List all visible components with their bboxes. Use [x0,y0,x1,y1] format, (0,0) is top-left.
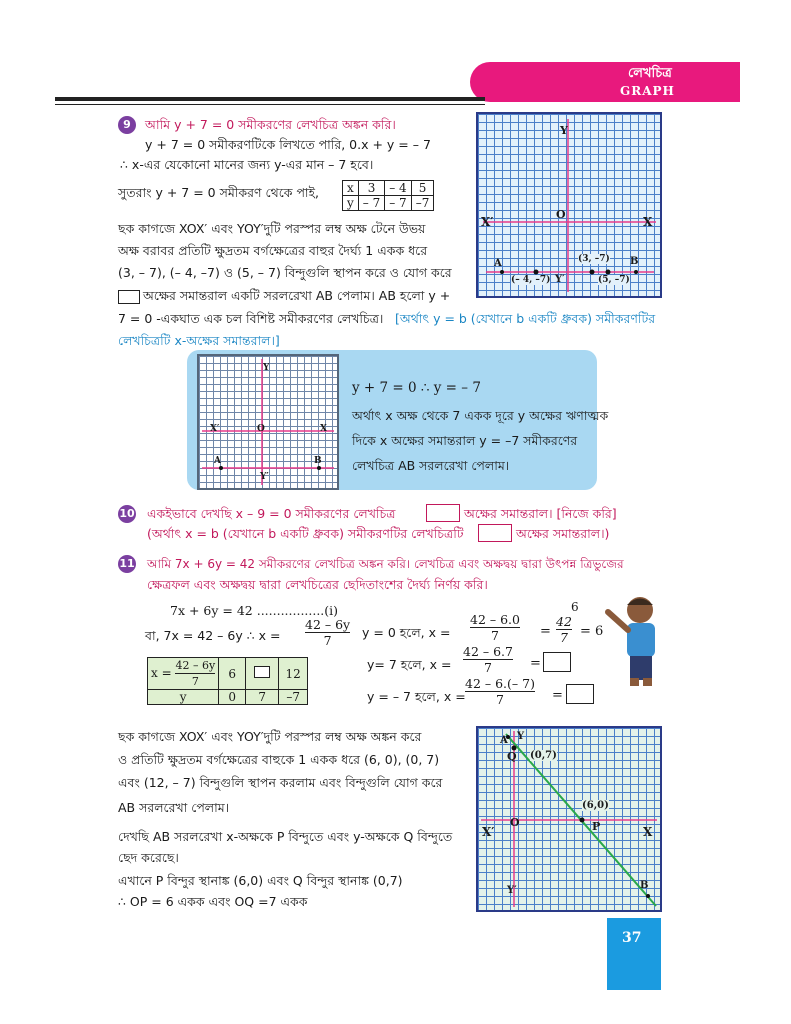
q11-eq-4: y= 7 হলে, x = [367,657,452,672]
table-cell: x [343,181,359,196]
table-cell [246,658,279,690]
q11-graph-label-q: Q [507,750,517,763]
numerator: 42 – 6y [305,617,351,632]
q11-line-1: আমি 7x + 6y = 42 সমীকরণের লেখচিত্র অঙ্কন করি। লেখচিত্র এবং অক্ষদ্বয় দ্বারা উৎপন্ন ত্রিভুজের [147,557,624,571]
q10-blank-box-2[interactable] [478,524,512,542]
table-row [343,196,434,211]
table-cell: –7 [411,196,434,211]
denominator: 7 [484,660,492,675]
q9-para-4: অক্ষের সমান্তরাল একটি সরলরেখা AB পেলাম। AB হলো y + [143,288,451,303]
table-row [343,181,434,196]
q11-graph-label-p60: (6,0) [582,800,609,811]
q9-para-6: লেখচিত্রটি x-অক্ষের সমান্তরাল।] [118,333,280,348]
q9-value-table [342,180,434,211]
point-b [646,894,650,898]
blank-cell-box[interactable] [254,666,270,678]
q11-graph-label-origin: O [510,816,520,829]
fraction-x-of-y [305,617,350,648]
q9-graph-label-origin: O [556,208,566,221]
q9-graph-label-a: A [494,258,502,269]
callout-line-1: y + 7 = 0 ∴ y = – 7 [352,380,481,396]
table-cell: 7 [246,690,279,705]
q11-graph-label-q07: (0,7) [530,750,557,761]
equals-sign: = [552,688,563,703]
callout-label-xprime: X′ [210,424,220,434]
q11-graph-label-y: Y [517,731,525,742]
q11-eq-1: 7x + 6y = 42 .................(i) [170,603,339,618]
q11-para-5: দেখছি AB সরলরেখা x-অক্ষকে P বিন্দুতে এবং y-অক্ষকে Q বিন্দুতে [118,829,453,844]
denominator: 7 [191,675,199,688]
table-row [148,658,308,690]
equals-sign: = [540,624,551,639]
table-cell [148,658,219,690]
numerator: 42 – 6.(– 7) [465,676,535,691]
fraction-y7 [463,644,513,675]
q11-graph-label-a: A [500,735,508,746]
fraction-yminus7 [465,676,535,707]
boy-illustration [600,590,672,690]
chapter-title-bengali: লেখচিত্র [628,66,672,81]
q9-para-2: অক্ষ বরাবর প্রতিটি ক্ষুদ্রতম বর্গক্ষেত্রের বাহুর দৈর্ঘ্য 1 একক ধরে [118,243,428,258]
q11-para-8: ∴ OP = 6 একক এবং OQ =7 একক [118,894,308,909]
q9-graph-label-p3: (5, –7) [598,275,630,285]
q9-line-2: y + 7 = 0 সমীকরণটিকে লিখতে পারি, 0.x + y = – 7 [145,137,431,152]
q11-para-1: ছক কাগজে XOX′ এবং YOY′দুটি পরস্পর লম্ব অক্ষ অঙ্কন করে [118,729,422,744]
answer-box-y7[interactable] [543,652,571,672]
numerator: 42 [556,614,572,629]
point-3-minus7 [590,270,595,275]
q10-blank-box-1[interactable] [426,504,460,522]
q9-line-4: সুতরাং y + 7 = 0 সমীকরণ থেকে পাই, [118,185,320,200]
callout-label-a: A [214,456,221,466]
table-cell: 6 [219,658,246,690]
q9-graph-label-xprime: X′ [481,215,494,229]
callout-label-y: Y [263,363,270,373]
denominator: 7 [559,630,568,645]
callout-label-x: X [320,424,327,434]
q11-para-6: ছেদ করেছে। [118,850,179,865]
callout-graph-svg [199,356,337,488]
point-a [500,270,504,274]
q11-eq-5: y = – 7 হলে, x = [367,689,466,704]
denominator: 7 [496,692,504,707]
q9-graph-label-b: B [630,256,639,267]
q11-graph-label-p: P [592,820,601,833]
point-minus4-minus7 [534,270,539,275]
q11-para-3: এবং (12, – 7) বিন্দুগুলি স্থাপন করলাম এবং বিন্দুগুলি যোগ করে [118,775,443,790]
q11-graph-label-x: X [643,825,653,839]
q9-line-1: আমি y + 7 = 0 সমীকরণের লেখচিত্র অঙ্কন করি। [145,117,396,132]
q11-para-7: এখানে P বিন্দুর স্থানাঙ্ক (6,0) এবং Q বিন্দুর স্থানাঙ্ক (0,7) [118,873,403,888]
x-equals-label: x = [151,666,172,680]
callout-label-o: O [257,424,265,434]
answer-box-yminus7[interactable] [566,684,594,704]
q10-line-1a: একইভাবে দেখছি x – 9 = 0 সমীকরণের লেখচিত্র [147,506,396,521]
q9-para-3: (3, – 7), (– 4, –7) ও (5, – 7) বিন্দুগুলি স্থাপন করে ও যোগ করে [118,265,452,280]
denominator: 7 [323,633,332,648]
question-badge-10: 10 [118,505,136,523]
denominator: 7 [491,628,499,643]
table-cell: 3 [358,181,384,196]
q11-graph-svg [478,728,660,910]
fraction-y0 [470,612,520,643]
q11-graph-label-xprime: X′ [482,825,495,839]
q9-graph-label-y: Y [560,124,568,137]
q11-para-2: ও প্রতিটি ক্ষুদ্রতম বর্গক্ষেত্রের বাহুকে 1 একক ধরে (6, 0), (0, 7) [118,752,440,767]
numerator: 42 – 6.0 [470,612,520,627]
point-5-minus7 [606,270,611,275]
header-rule-thick [55,97,485,101]
q10-line-2a: (অর্থাৎ x = b (যেখানে b একটি ধ্রুবক) সমীকরণটির লেখচিত্রটি [147,526,464,541]
table-cell: – 7 [358,196,384,211]
q11-eq-2: বা, 7x = 42 – 6y ∴ x = [145,628,281,643]
q11-value-table [147,657,308,705]
q9-graph-label-p1: (– 4, –7) [511,275,551,285]
table-cell: – 4 [385,181,411,196]
chapter-title-english: GRAPH [620,84,675,98]
point-b [634,270,638,274]
q9-para-1: ছক কাগজে XOX′ এবং YOY′দুটি পরস্পর লম্ব অক্ষ টেনে উভয় [118,221,426,236]
table-cell: 12 [279,658,308,690]
callout-label-yprime: Y′ [260,472,269,482]
table-cell: 5 [411,181,434,196]
page-number-box [607,918,661,990]
table-cell: y [148,690,219,705]
q9-graph-label-x: X [643,215,653,229]
q11-para-4: AB সরলরেখা পেলাম। [118,800,230,815]
point-p [580,818,585,823]
fraction-x-of-y [175,658,215,689]
q11-graph-label-b: B [640,880,649,891]
fraction-42-over-7 [556,614,572,645]
numerator: 42 – 6.7 [463,644,513,659]
q11-graph-label-yprime: Y′ [507,885,517,896]
q10-line-1b: অক্ষের সমান্তরাল। [নিজে করি] [464,506,617,521]
callout-line-4: লেখচিত্র AB সরলরেখা পেলাম। [352,458,510,473]
point-b [317,466,321,470]
cancel-result-6: 6 [571,600,579,614]
table-cell: – 7 [385,196,411,211]
q11-line-2: ক্ষেত্রফল এবং অক্ষদ্বয় দ্বারা লেখচিত্রের ছেদিতাংশের দৈর্ঘ্য নির্ণয় করি। [147,577,488,592]
q10-line-2b: অক্ষের সমান্তরাল।) [516,526,610,541]
header-rule-thin [55,104,485,105]
question-badge-11: 11 [118,555,136,573]
table-row [148,690,308,705]
page-number: 37 [622,930,642,946]
q9-para-5a: 7 = 0 -একঘাত এক চল বিশিষ্ট সমীকরণের লেখচিত্র। [118,311,384,326]
point-a [219,466,223,470]
blank-answer-box[interactable] [118,290,140,304]
q9-graph-label-yprime: Y′ [555,274,565,285]
callout-line-3: দিকে x অক্ষের সমান্তরাল y = –7 সমীকরণের [352,433,578,448]
q9-graph-paper [476,112,662,298]
q9-para-5b: [অর্থাৎ y = b (যেখানে b একটি ধ্রুবক) সমীকরণটির [395,311,656,326]
numerator: 42 – 6y [175,659,216,672]
q11-eq-3: y = 0 হলে, x = [362,625,451,640]
q9-graph-svg [478,114,660,296]
q11-graph-paper [476,726,662,912]
callout-graph-paper [197,354,339,490]
table-cell: 0 [219,690,246,705]
question-badge-9: 9 [118,116,136,134]
equals-sign: = [530,656,541,671]
table-cell: –7 [279,690,308,705]
table-cell: y [343,196,359,211]
chapter-header-band [470,62,740,102]
result-6: = 6 [580,624,604,639]
q9-line-3: ∴ x-এর যেকোনো মানের জন্য y-এর মান – 7 হবে। [120,157,374,172]
callout-label-b: B [314,456,322,466]
q9-graph-label-p2: (3, –7) [578,254,610,264]
callout-line-2: অর্থাৎ x অক্ষ থেকে 7 একক দূরে y অক্ষের ঋণাত্মক [352,408,609,423]
